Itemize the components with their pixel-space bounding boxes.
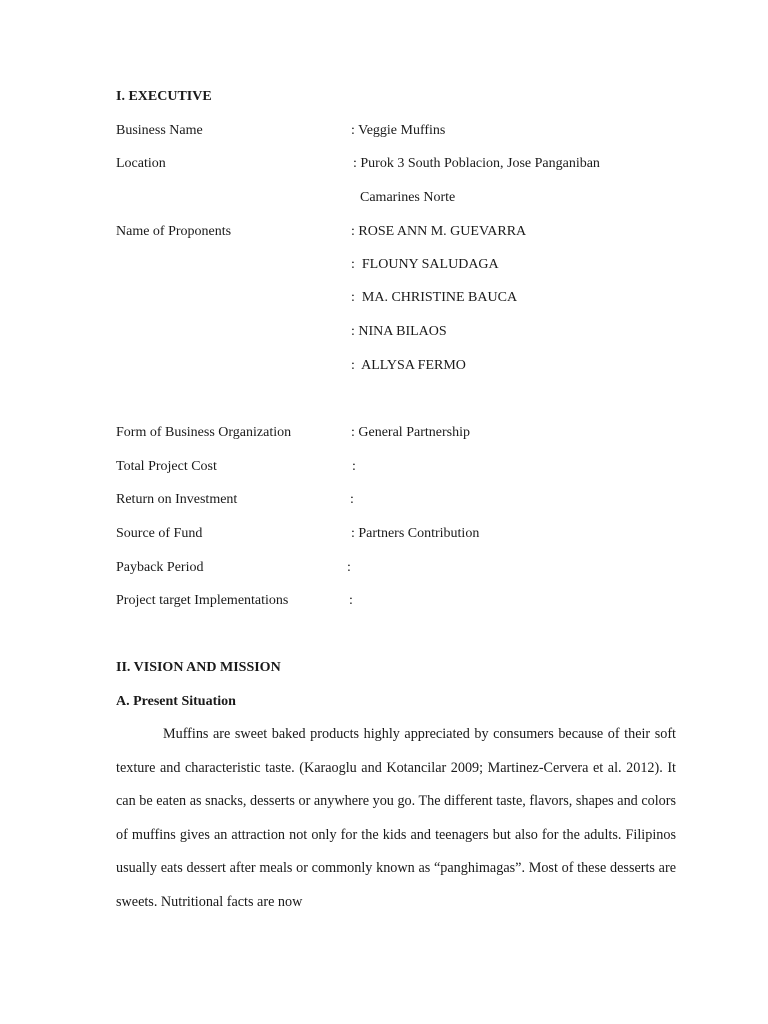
subheading-present-situation: A. Present Situation [116,694,236,709]
value-proponent-2: : FLOUNY SALUDAGA [351,257,499,272]
value-project-target: : [349,593,353,608]
value-proponent-3: : MA. CHRISTINE BAUCA [351,290,518,305]
section-heading-vision-mission: II. VISION AND MISSION [116,660,281,675]
label-location: Location [116,156,166,171]
value-business-name: : Veggie Muffins [351,123,446,138]
label-payback-period: Payback Period [116,560,204,575]
value-source-of-fund: : Partners Contribution [351,526,480,541]
section-heading-executive: I. EXECUTIVE [116,89,212,104]
value-location-line2: Camarines Norte [360,190,456,205]
value-location: : Purok 3 South Poblacion, Jose Panganiban [353,156,600,171]
label-business-name: Business Name [116,123,203,138]
label-return-on-investment: Return on Investment [116,492,238,507]
paragraph-present-situation: Muffins are sweet baked products highly appreciated by consumers because of their soft texture and characteristic taste. (Karaoglu and Kotancilar 2009; Martinez-Cervera et al. 2012). It can be eaten as snacks, desserts or anywhere you go. The different taste, flavors, shapes and colors of muffins gives an attraction not only for the kids and teenagers but also for the adults. Filipinos usually eats dessert after meals or commonly known as “panghimagas”. Most of these desserts are sweets. Nutritional facts are now [116,726,676,910]
value-payback-period: : [347,560,351,575]
label-total-project-cost: Total Project Cost [116,459,217,474]
label-proponents: Name of Proponents [116,224,232,239]
value-proponent-4: : NINA BILAOS [351,324,447,339]
value-total-project-cost: : [352,459,356,474]
label-form-of-business: Form of Business Organization [116,425,292,440]
value-proponent-1: : ROSE ANN M. GUEVARRA [351,224,527,239]
value-form-of-business: : General Partnership [351,425,470,440]
label-project-target: Project target Implementations [116,593,289,608]
value-proponent-5: : ALLYSA FERMO [351,358,466,373]
label-source-of-fund: Source of Fund [116,526,203,541]
value-return-on-investment: : [350,492,354,507]
